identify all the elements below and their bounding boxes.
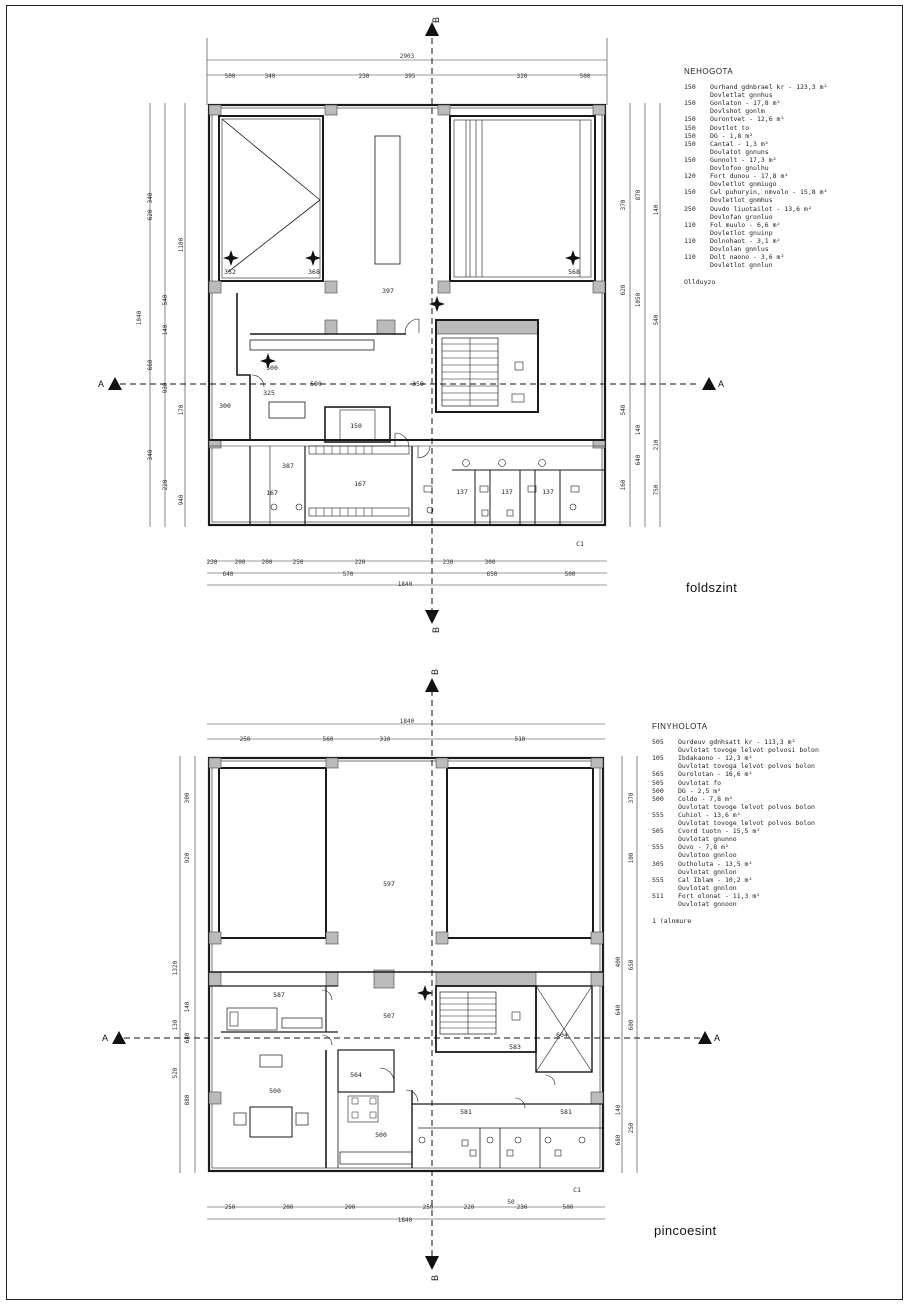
basement-legend-number xyxy=(652,762,678,770)
ground-legend-row xyxy=(684,132,894,140)
basement-legend-number: 500 xyxy=(652,794,664,803)
ground-room-label: 150 xyxy=(350,422,362,430)
ground-legend-text: Ouvdo liuotailot - 13,6 m² xyxy=(710,204,812,213)
basement-legend-row xyxy=(652,900,892,908)
ground-floor-plan xyxy=(209,105,605,525)
ground-dim-left: 940 xyxy=(178,494,185,506)
ground-legend-row xyxy=(684,237,894,245)
basement-legend-number: 555 xyxy=(652,875,664,884)
basement-legend-text: Ouvlotat tovoga lelvot polvos bolon xyxy=(678,762,815,771)
ground-legend-text: Fort dunou - 17,8 m² xyxy=(710,172,789,181)
ground-legend-text: Doulatot gnnuns xyxy=(710,147,769,156)
basement-legend-row xyxy=(652,787,892,795)
ground-room-label: 387 xyxy=(282,462,294,470)
ground-legend-text: Dovlofoo gnulhu xyxy=(710,164,769,173)
basement-legend-number: 565 xyxy=(652,770,664,779)
ground-room-label: 137 xyxy=(542,488,554,496)
basement-legend-text: Ouvlotat tovoge lelvot polvosi bolon xyxy=(678,746,819,755)
ground-legend-text: Dovletlot gnnlun xyxy=(710,261,773,270)
ground-legend-text: Ourhand gdnbrael kr - 123,3 m² xyxy=(710,83,828,92)
basement-dim-left: 300 xyxy=(184,792,191,804)
basement-dim-top-part: 250 xyxy=(239,736,251,743)
ground-legend-text: Dovletlat gnnhus xyxy=(710,91,773,100)
ground-legend-text: Gunnolt - 17,3 m² xyxy=(710,155,777,164)
basement-dim-right: 370 xyxy=(628,792,635,804)
basement-dim-bottom-total: 1840 xyxy=(397,1217,413,1224)
basement-dim-mid-small: 50 xyxy=(507,1199,515,1206)
basement-legend-row xyxy=(652,779,892,787)
basement-legend-row xyxy=(652,754,892,762)
basement-legend-row xyxy=(652,876,892,884)
ground-legend-number xyxy=(684,107,710,115)
ground-dim-bottom-mid: 500 xyxy=(564,571,576,578)
section-lines xyxy=(120,38,700,1262)
ground-room-left xyxy=(219,116,323,281)
basement-legend-row xyxy=(652,770,892,778)
ground-legend-number: 150 xyxy=(684,99,696,108)
ground-legend-number: 150 xyxy=(684,188,696,197)
basement-room-label: 500 xyxy=(269,1087,281,1095)
basement-legend-text: Ibdakaono - 12,3 m² xyxy=(678,754,753,763)
ground-dim-right: 620 xyxy=(620,284,627,296)
basement-legend-text: Coldo - 7,8 m² xyxy=(678,794,733,803)
ground-room-label: 397 xyxy=(382,287,394,295)
ground-legend-row xyxy=(684,115,894,123)
ground-section-a-right: A xyxy=(717,379,725,389)
ground-dim-bottom-mid: 570 xyxy=(342,571,354,578)
ground-legend-row xyxy=(684,156,894,164)
ground-legend-number: 150 xyxy=(684,139,696,148)
basement-dim-right: 250 xyxy=(628,1122,635,1134)
ground-room-label: 368 xyxy=(308,268,320,276)
basement-dim-top-part: 310 xyxy=(379,736,391,743)
basement-legend-text: Ouvlotoo gnnloo xyxy=(678,851,737,860)
basement-legend-number: 555 xyxy=(652,810,664,819)
basement-dim-bottom-part: 200 xyxy=(282,1204,294,1211)
ground-dim-left: 660 xyxy=(147,359,154,371)
ground-dim-right: 540 xyxy=(620,404,627,416)
ground-dim-top-part: 395 xyxy=(404,73,416,80)
basement-dim-bottom-part: 250 xyxy=(224,1204,236,1211)
basement-legend-title: FINYHOLOTA xyxy=(652,722,708,731)
basement-dim-left: 520 xyxy=(172,1067,179,1079)
ground-dim-left: 340 xyxy=(147,449,154,461)
ground-dim-top-part: 320 xyxy=(516,73,528,80)
basement-plan xyxy=(209,758,603,1171)
basement-legend-row xyxy=(652,868,892,876)
basement-dim-right: 640 xyxy=(615,1004,622,1016)
ground-dim-left: 220 xyxy=(162,479,169,491)
ground-legend-number xyxy=(684,148,710,156)
basement-dim-bottom-part: 220 xyxy=(463,1204,475,1211)
ground-legend-row xyxy=(684,245,894,253)
basement-legend-number xyxy=(652,803,678,811)
ground-room-label: 352 xyxy=(224,268,236,276)
ground-legend-text: Dolt naono - 3,6 m² xyxy=(710,253,785,262)
basement-dim-top-total: 1840 xyxy=(399,718,415,725)
ground-dim-right: 210 xyxy=(653,439,660,451)
ground-dim-bottom-part: 230 xyxy=(206,559,218,566)
basement-legend-text: Outholuta - 13,5 m² xyxy=(678,859,753,868)
ground-skylight xyxy=(375,136,400,264)
ground-legend-rows xyxy=(684,83,894,269)
ground-room-label: 300 xyxy=(219,402,231,410)
basement-section-a-left: A xyxy=(101,1033,109,1043)
ground-legend-row xyxy=(684,188,894,196)
basement-dim-right: 650 xyxy=(628,959,635,971)
ground-legend-row xyxy=(684,91,894,99)
ground-dim-bottom-part: 230 xyxy=(442,559,454,566)
ground-dim-left: 340 xyxy=(147,192,154,204)
ground-dim-right: 640 xyxy=(635,454,642,466)
basement-room-label: 597 xyxy=(383,880,395,888)
basement-section-b-top: B xyxy=(430,668,440,676)
ground-legend-row xyxy=(684,172,894,180)
ground-legend-number xyxy=(684,261,710,269)
ground-dim-bottom-mid: 640 xyxy=(222,571,234,578)
basement-dim-right: 100 xyxy=(628,852,635,864)
basement-legend-text: Ouvlotat gnnlon xyxy=(678,883,737,892)
ground-dim-left: 540 xyxy=(162,294,169,306)
basement-dim-left: 880 xyxy=(184,1094,191,1106)
basement-legend-row xyxy=(652,795,892,803)
ground-room-label: 137 xyxy=(501,488,513,496)
ground-legend-text: Dovlofan gronluo xyxy=(710,212,773,221)
ground-legend-number: 150 xyxy=(684,83,696,92)
basement-dim-top-part: 510 xyxy=(514,736,526,743)
basement-legend-text: Ouvlotat fo xyxy=(678,778,722,787)
basement-legend-number: 505 xyxy=(652,827,664,836)
ground-floor-title: foldszint xyxy=(686,580,738,595)
ground-legend-number: 120 xyxy=(684,172,696,181)
basement-room-label: 500 xyxy=(375,1131,387,1139)
basement-legend-text: Cal Iblam - 10,2 m² xyxy=(678,875,753,884)
ground-dim-bottom-mid: 650 xyxy=(486,571,498,578)
ground-floor-legend xyxy=(684,68,894,286)
basement-legend-row xyxy=(652,762,892,770)
ground-legend-text: Cwl puhuryin, nmvolo - 15,8 m² xyxy=(710,188,828,197)
ground-legend-row xyxy=(684,83,894,91)
ground-room-label: 167 xyxy=(354,480,366,488)
ground-room-label: 167 xyxy=(266,489,278,497)
basement-legend-number: 555 xyxy=(652,843,664,852)
ground-legend-row xyxy=(684,124,894,132)
ground-legend-row xyxy=(684,229,894,237)
ground-legend-row xyxy=(684,180,894,188)
basement-legend-number xyxy=(652,900,678,908)
ground-dim-left: 1100 xyxy=(178,237,185,253)
ground-legend-number xyxy=(684,91,710,99)
basement-legend-row xyxy=(652,827,892,835)
basement-legend-number: 505 xyxy=(652,738,664,747)
ground-legend-text: Dovletlot gnmhus xyxy=(710,196,773,205)
basement-legend-number xyxy=(652,868,678,876)
ground-legend-footer: Ollduyzo xyxy=(684,278,716,287)
ground-dim-right: 160 xyxy=(620,479,627,491)
basement-legend-number: 511 xyxy=(652,891,664,900)
ground-section-a-left: A xyxy=(97,379,105,389)
ground-dim-right: 1050 xyxy=(635,292,642,308)
ground-dim-top-part: 230 xyxy=(358,73,370,80)
basement-dim-right: 600 xyxy=(628,1019,635,1031)
ground-dim-bottom-part: 300 xyxy=(484,559,496,566)
ground-legend-text: Gonlaton - 17,8 m² xyxy=(710,99,781,108)
ground-legend-row xyxy=(684,107,894,115)
basement-legend-text: DG - 2,5 m² xyxy=(678,786,722,795)
basement-room-label: 564 xyxy=(350,1071,362,1079)
basement-section-b-bottom: B xyxy=(430,1274,440,1282)
ground-legend-number xyxy=(684,180,710,188)
basement-dim-right: 400 xyxy=(615,956,622,968)
basement-room-label: 581 xyxy=(460,1108,472,1116)
basement-legend-number xyxy=(652,835,678,843)
ground-legend-number: 150 xyxy=(684,131,696,140)
ground-legend-text: Dovletlot gnuinp xyxy=(710,228,773,237)
basement-legend-number: 305 xyxy=(652,859,664,868)
basement-room-label: 583 xyxy=(509,1043,521,1051)
ground-legend-text: Ourontvet - 12,6 m² xyxy=(710,115,785,124)
ground-legend-text: DG - 1,8 m² xyxy=(710,131,754,140)
ground-section-b-top: B xyxy=(431,16,441,24)
ground-legend-row xyxy=(684,213,894,221)
ground-room-label: 568 xyxy=(568,268,580,276)
ground-legend-number: 150 xyxy=(684,155,696,164)
basement-legend-text: Fort olonat - 11,3 m² xyxy=(678,891,761,900)
ground-legend-row xyxy=(684,99,894,107)
ground-dim-left: 170 xyxy=(178,404,185,416)
basement-legend-row xyxy=(652,811,892,819)
ground-legend-text: Dovletlot gnmiugo xyxy=(710,180,777,189)
basement-legend-number xyxy=(652,819,678,827)
basement-dim-left: 140 xyxy=(184,1001,191,1013)
basement-room-label: 587 xyxy=(273,991,285,999)
basement-legend-number: 500 xyxy=(652,786,664,795)
basement-dim-right: 140 xyxy=(615,1104,622,1116)
basement-legend-number xyxy=(652,884,678,892)
basement-legend-rows xyxy=(652,738,892,908)
ground-dim-right: 750 xyxy=(653,484,660,496)
basement-dim-left: 130 xyxy=(172,1019,179,1031)
ground-dim-top-part: 340 xyxy=(264,73,276,80)
basement-legend-text: Ouvlotat gnunno xyxy=(678,835,737,844)
basement-legend-text: Ourdeuv gdnhsatt kr - 113,3 m² xyxy=(678,738,796,747)
ground-legend-row xyxy=(684,164,894,172)
basement-legend-number xyxy=(652,746,678,754)
basement-dim-left: 920 xyxy=(184,852,191,864)
basement-legend-text: Ouvlotat tovoge lelvot polvos bolon xyxy=(678,802,815,811)
ground-legend-title: NEHOGOTA xyxy=(684,67,734,76)
basement-dim-bottom-part: 230 xyxy=(516,1204,528,1211)
ground-room-label: 137 xyxy=(456,488,468,496)
ground-dim-left: 1040 xyxy=(136,310,143,326)
ground-dim-left: 620 xyxy=(147,209,154,221)
ground-legend-text: Dolnohaot - 3,1 m² xyxy=(710,236,781,245)
basement-title: pincoesint xyxy=(654,1223,717,1238)
ground-legend-row xyxy=(684,196,894,204)
ground-dim-bottom-part: 220 xyxy=(354,559,366,566)
basement-dim-bottom-part: 500 xyxy=(562,1204,574,1211)
ground-dim-right: 140 xyxy=(653,204,660,216)
ground-legend-text: Cantal - 1,3 m² xyxy=(710,139,769,148)
basement-legend-row xyxy=(652,860,892,868)
basement-room-label: 581 xyxy=(560,1108,572,1116)
basement-legend-row xyxy=(652,851,892,859)
basement-legend-row xyxy=(652,803,892,811)
ground-legend-number xyxy=(684,245,710,253)
ground-room-label: 590 xyxy=(310,380,322,388)
basement-legend-row xyxy=(652,746,892,754)
basement-legend-row xyxy=(652,884,892,892)
ground-legend-row xyxy=(684,221,894,229)
ground-legend-row xyxy=(684,148,894,156)
ground-dim-bottom-total: 1840 xyxy=(397,581,413,588)
ground-legend-number: 250 xyxy=(684,204,696,213)
ground-north-mark: C1 xyxy=(576,540,584,548)
basement-legend-text: Ouvlotat tovoge lelvot polvos bolon xyxy=(678,819,815,828)
basement-legend-row xyxy=(652,892,892,900)
basement-legend-footer: 1 (alnmure xyxy=(652,917,692,926)
basement-legend-number xyxy=(652,851,678,859)
basement-dim-left: 680 xyxy=(184,1032,191,1044)
ground-dim-right: 870 xyxy=(635,189,642,201)
ground-legend-number xyxy=(684,196,710,204)
basement-north-mark: C1 xyxy=(573,1186,581,1194)
basement-legend-text: Ourolotan - 16,6 m² xyxy=(678,770,753,779)
basement-dim-right: 680 xyxy=(615,1134,622,1146)
ground-legend-number: 110 xyxy=(684,220,696,229)
basement-legend-row xyxy=(652,843,892,851)
basement-outer-wall xyxy=(209,758,603,1171)
ground-legend-text: Dovlshot gonlm xyxy=(710,107,765,116)
ground-legend-number xyxy=(684,213,710,221)
ground-dim-top-part: 500 xyxy=(579,73,591,80)
ground-room-label: 325 xyxy=(263,389,275,397)
ground-dim-bottom-part: 200 xyxy=(234,559,246,566)
basement-dim-left: 1320 xyxy=(172,960,179,976)
basement-legend-row xyxy=(652,738,892,746)
ground-legend-row xyxy=(684,253,894,261)
basement-room-label: 507 xyxy=(383,1012,395,1020)
basement-dim-bottom-part: 200 xyxy=(344,1204,356,1211)
basement-legend-text: Ouvo - 7,8 m² xyxy=(678,843,729,852)
basement-legend-number: 505 xyxy=(652,778,664,787)
basement-legend-text: Cuhiol - 13,6 m² xyxy=(678,810,741,819)
ground-dim-right: 540 xyxy=(653,314,660,326)
ground-dim-bottom-part: 200 xyxy=(261,559,273,566)
ground-legend-number xyxy=(684,229,710,237)
ground-room-label: 350 xyxy=(412,380,424,388)
ground-legend-number: 110 xyxy=(684,236,696,245)
ground-dim-top-part: 500 xyxy=(224,73,236,80)
basement-dim-bottom-part: 250 xyxy=(422,1204,434,1211)
ground-dim-left: 140 xyxy=(162,324,169,336)
ground-legend-row xyxy=(684,205,894,213)
ground-legend-number: 150 xyxy=(684,115,696,124)
basement-section-a-right: A xyxy=(713,1033,721,1043)
basement-legend-text: Ouvlotat gnnlon xyxy=(678,867,737,876)
ground-dim-bottom-part: 250 xyxy=(292,559,304,566)
ground-dim-top-total: 2903 xyxy=(399,53,415,60)
ground-legend-number: 110 xyxy=(684,253,696,262)
ground-dim-left: 930 xyxy=(162,382,169,394)
basement-legend-text: Ouvlotat gnnoon xyxy=(678,899,737,908)
ground-legend-text: Fol muulo - 6,6 m² xyxy=(710,220,781,229)
ground-section-b-bottom: B xyxy=(431,626,441,634)
basement-room-label: 604 xyxy=(556,1031,568,1039)
ground-dim-right: 370 xyxy=(620,199,627,211)
ground-room-label: 500 xyxy=(266,364,278,372)
basement-legend-text: Cvord tuotn - 15,5 m² xyxy=(678,827,761,836)
basement-legend-row xyxy=(652,835,892,843)
ground-legend-row xyxy=(684,261,894,269)
ground-legend-number: 150 xyxy=(684,123,696,132)
basement-legend-number: 105 xyxy=(652,754,664,763)
basement-legend-row xyxy=(652,819,892,827)
ground-legend-text: Dovlolan gnnlus xyxy=(710,244,769,253)
ground-dim-right: 140 xyxy=(635,424,642,436)
ground-legend-number xyxy=(684,164,710,172)
basement-dim-top-part: 560 xyxy=(322,736,334,743)
ground-legend-row xyxy=(684,140,894,148)
basement-legend xyxy=(652,723,892,925)
ground-legend-text: Dovtlot to xyxy=(710,123,750,132)
